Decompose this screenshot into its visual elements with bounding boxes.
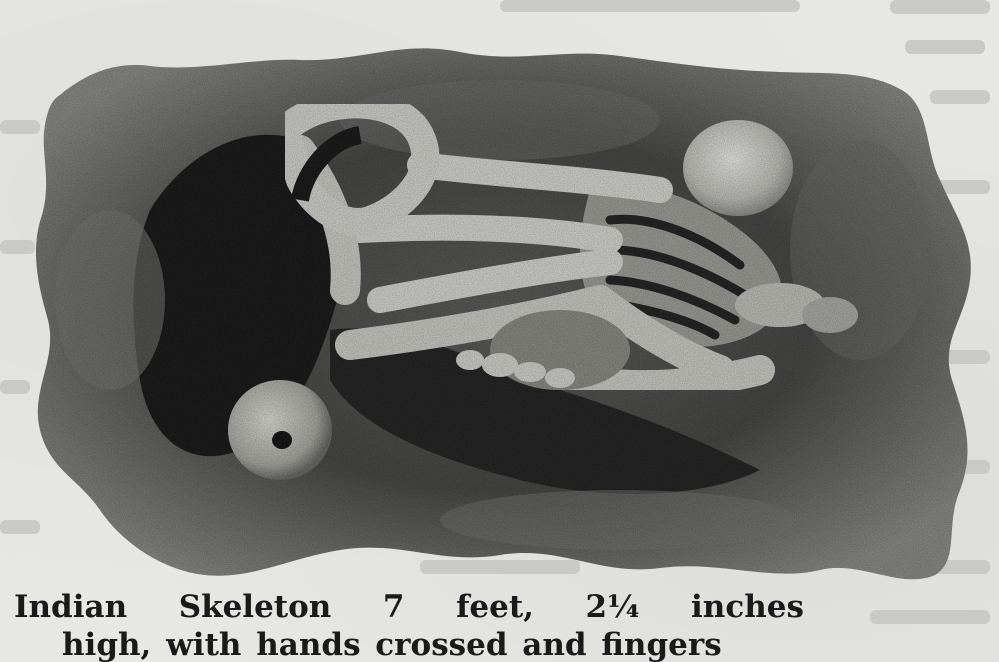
photo-caption — [0, 588, 999, 662]
clay-pot — [228, 380, 332, 480]
caption-line-2: high, with hands crossed and fingers — [62, 627, 722, 662]
caption-line-1 — [14, 588, 804, 626]
caption-word: feet, — [456, 589, 534, 625]
caption-word: Indian — [14, 589, 128, 625]
caption-word: 7 — [382, 589, 405, 625]
caption-word: 2¼ — [585, 589, 640, 625]
caption-word: Skeleton — [178, 589, 332, 625]
skull — [683, 120, 793, 216]
caption-word: inches — [691, 589, 804, 625]
